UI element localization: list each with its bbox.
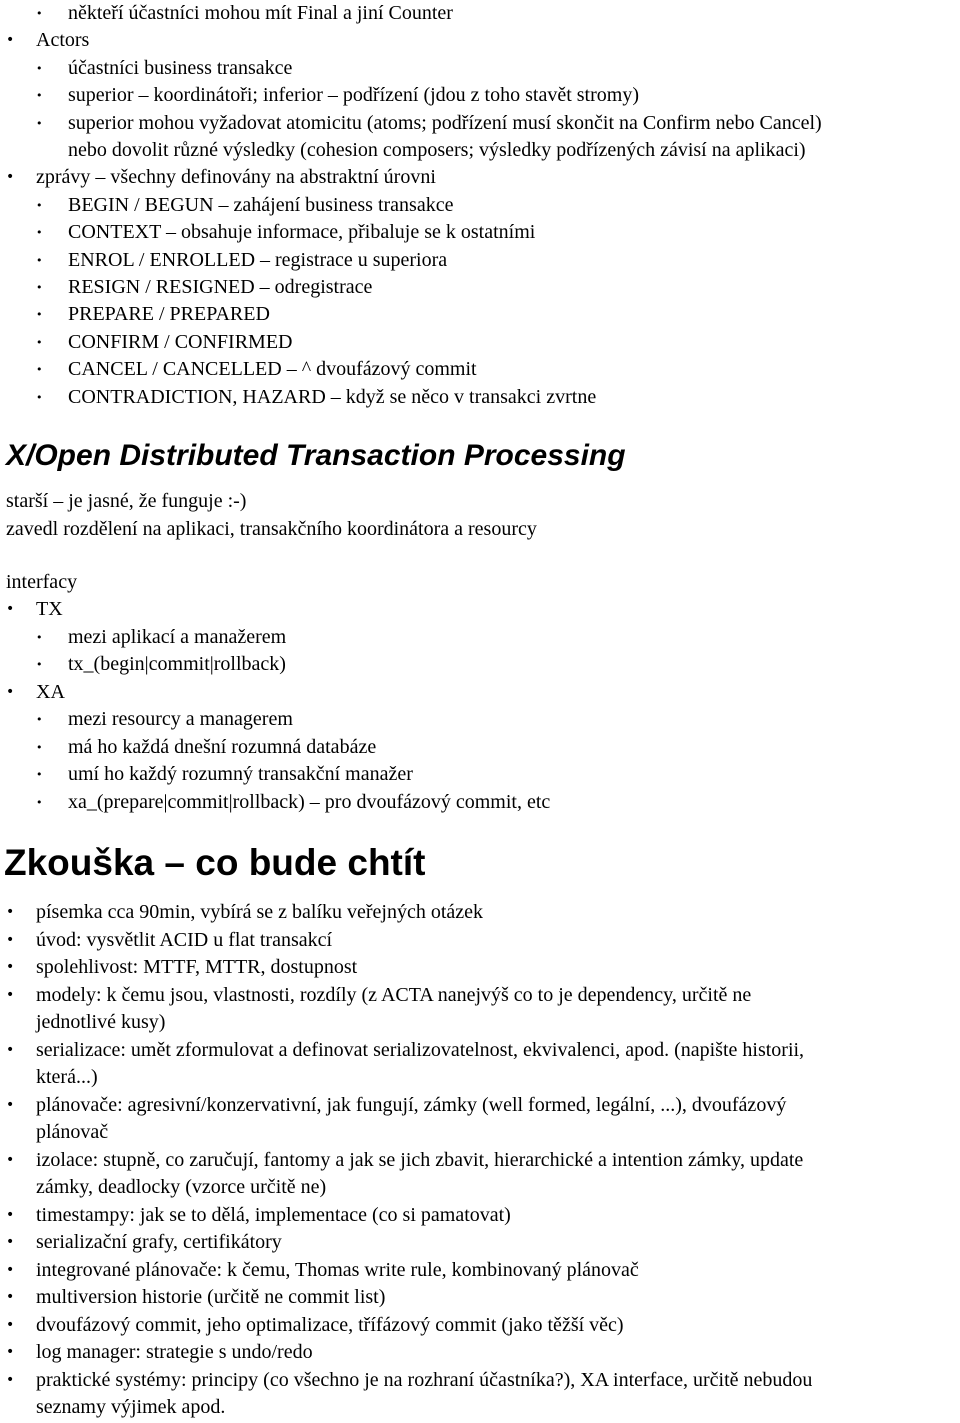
- list-item: XA: [36, 681, 65, 703]
- bullet: •: [36, 658, 43, 671]
- bullet: •: [36, 281, 43, 294]
- bullet: •: [6, 169, 15, 185]
- bullet: •: [36, 631, 43, 644]
- list-item: dvoufázový commit, jeho optimalizace, třífázový commit (jako těžší věc): [36, 1314, 624, 1336]
- bullet: •: [36, 254, 43, 267]
- list-item: serializace: umět zformulovat a definovat serializovatelnost, ekvivalenci, apod. (napište historii,: [36, 1039, 805, 1061]
- bullet: •: [6, 904, 15, 920]
- list-item: CONFIRM / CONFIRMED: [68, 331, 293, 353]
- list-item: CANCEL / CANCELLED – ^ dvoufázový commit: [68, 358, 477, 380]
- bullet: •: [6, 601, 15, 617]
- bullet: •: [36, 117, 43, 130]
- bullet: •: [36, 391, 43, 404]
- list-item: PREPARE / PREPARED: [68, 303, 270, 325]
- bullet: •: [6, 1289, 15, 1305]
- list-item: superior – koordinátoři; inferior – podřízení (jdou z toho stavět stromy): [68, 84, 639, 106]
- list-item: mezi resourcy a managerem: [68, 708, 293, 730]
- list-item: někteří účastníci mohou mít Final a jiní Counter: [68, 2, 453, 24]
- bullet: •: [6, 684, 15, 700]
- list-item: úvod: vysvětlit ACID u flat transakcí: [36, 929, 333, 951]
- bullet: •: [36, 7, 43, 20]
- list-item: písemka cca 90min, vybírá se z balíku veřejných otázek: [36, 901, 484, 923]
- section-heading-exam: Zkouška – co bude chtít: [4, 842, 426, 883]
- bullet: •: [36, 741, 43, 754]
- list-item-continuation: jednotlivé kusy): [36, 1011, 166, 1033]
- bullet: •: [6, 1207, 15, 1223]
- list-item: spolehlivost: MTTF, MTTR, dostupnost: [36, 956, 358, 978]
- list-item: plánovače: agresivní/konzervativní, jak fungují, zámky (well formed, legální, ...), dvoufázový: [36, 1094, 787, 1116]
- list-item: izolace: stupně, co zaručují, fantomy a jak se jich zbavit, hierarchické a intention zámky, update: [36, 1149, 804, 1171]
- list-item: mezi aplikací a manažerem: [68, 626, 287, 648]
- list-item: ENROL / ENROLLED – registrace u superiora: [68, 249, 448, 271]
- list-item-continuation: plánovač: [36, 1121, 109, 1143]
- list-item: umí ho každý rozumný transakční manažer: [68, 763, 413, 785]
- list-item-continuation: nebo dovolit různé výsledky (cohesion composers; výsledky podřízených závisí na aplikaci): [68, 139, 806, 161]
- list-item: BEGIN / BEGUN – zahájení business transakce: [68, 194, 454, 216]
- list-item-continuation: seznamy výjimek apod.: [36, 1396, 226, 1418]
- list-item: integrované plánovače: k čemu, Thomas write rule, kombinovaný plánovač: [36, 1259, 639, 1281]
- paragraph: starší – je jasné, že funguje :-): [6, 490, 247, 512]
- bullet: •: [36, 796, 43, 809]
- bullet: •: [36, 713, 43, 726]
- bullet: •: [6, 1372, 15, 1388]
- section-heading-xopen: X/Open Distributed Transaction Processing: [6, 439, 626, 472]
- bullet: •: [36, 62, 43, 75]
- list-item: timestampy: jak se to dělá, implementace (co si pamatovat): [36, 1204, 511, 1226]
- list-item: RESIGN / RESIGNED – odregistrace: [68, 276, 373, 298]
- bullet: •: [6, 1234, 15, 1250]
- bullet: •: [6, 1042, 15, 1058]
- bullet: •: [6, 1317, 15, 1333]
- list-item: Actors: [36, 29, 90, 51]
- list-item: praktické systémy: principy (co všechno je na rozhraní účastníka?), XA interface, určitě nebudou: [36, 1369, 813, 1391]
- bullet: •: [36, 89, 43, 102]
- bullet: •: [6, 1152, 15, 1168]
- list-item: TX: [36, 598, 63, 620]
- bullet: •: [6, 987, 15, 1003]
- list-item: log manager: strategie s undo/redo: [36, 1341, 313, 1363]
- list-item-continuation: která...): [36, 1066, 98, 1088]
- bullet: •: [36, 768, 43, 781]
- list-item: CONTEXT – obsahuje informace, přibaluje se k ostatními: [68, 221, 536, 243]
- list-item: CONTRADICTION, HAZARD – když se něco v transakci zvrtne: [68, 386, 597, 408]
- bullet: •: [36, 226, 43, 239]
- bullet: •: [6, 959, 15, 975]
- list-item: má ho každá dnešní rozumná databáze: [68, 736, 377, 758]
- bullet: •: [6, 1097, 15, 1113]
- list-item: zprávy – všechny definovány na abstraktní úrovni: [36, 166, 436, 188]
- list-item: modely: k čemu jsou, vlastnosti, rozdíly (z ACTA nanejvýš co to je dependency, určitě ne: [36, 984, 752, 1006]
- list-item: serializační grafy, certifikátory: [36, 1231, 282, 1253]
- list-item: tx_(begin|commit|rollback): [68, 653, 286, 675]
- bullet: •: [36, 336, 43, 349]
- list-item: superior mohou vyžadovat atomicitu (atoms; podřízení musí skončit na Confirm nebo Cancel): [68, 112, 822, 134]
- bullet: •: [6, 32, 15, 48]
- list-item: účastníci business transakce: [68, 57, 293, 79]
- paragraph: interfacy: [6, 571, 78, 593]
- bullet: •: [36, 363, 43, 376]
- bullet: •: [6, 1262, 15, 1278]
- bullet: •: [36, 308, 43, 321]
- list-item: xa_(prepare|commit|rollback) – pro dvoufázový commit, etc: [68, 791, 551, 813]
- bullet: •: [6, 932, 15, 948]
- list-item: multiversion historie (určitě ne commit list): [36, 1286, 386, 1308]
- paragraph: zavedl rozdělení na aplikaci, transakčního koordinátora a resourcy: [6, 518, 537, 540]
- list-item-continuation: zámky, deadlocky (vzorce určitě ne): [36, 1176, 327, 1198]
- bullet: •: [36, 199, 43, 212]
- bullet: •: [6, 1344, 15, 1360]
